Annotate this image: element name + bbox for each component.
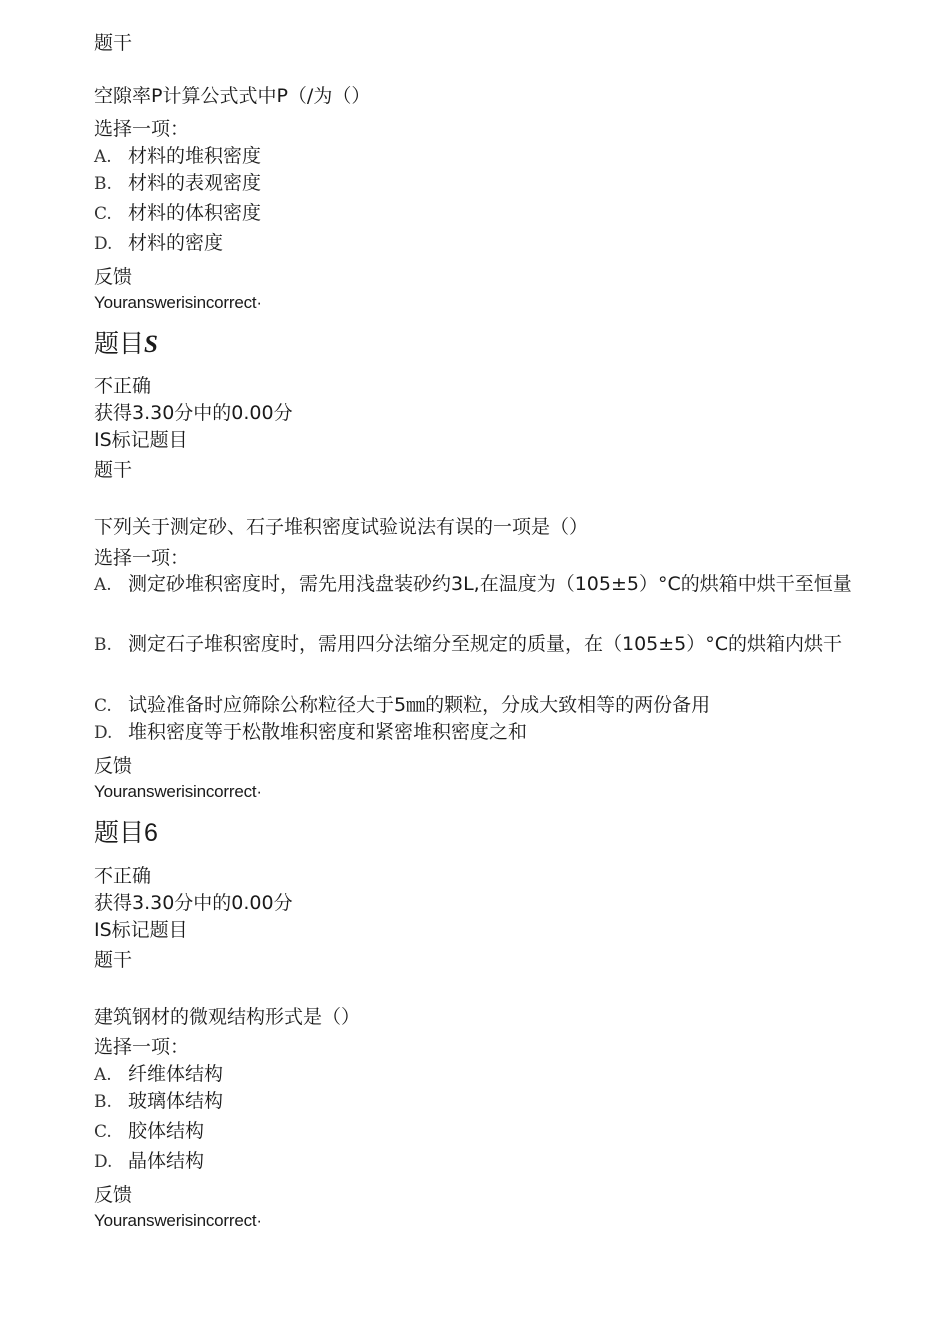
option-letter: A. bbox=[94, 575, 112, 595]
question-text: 下列关于测定砂、石子堆积密度试验说法有误的一项是（） bbox=[94, 516, 589, 538]
choose-label: 选择一项： bbox=[94, 1036, 190, 1058]
option-text: 材料的密度 bbox=[128, 232, 224, 254]
feedback-text: Youranswerisincorrect· bbox=[94, 782, 262, 801]
feedback-label: 反馈 bbox=[94, 1184, 133, 1206]
question-text: 建筑钢材的微观结构形式是（） bbox=[94, 1006, 361, 1028]
feedback-label: 反馈 bbox=[94, 266, 133, 288]
option-text: 玻璃体结构 bbox=[128, 1090, 224, 1112]
option-letter: C. bbox=[94, 204, 112, 224]
score-text: 获得3.30分中的0.00分 bbox=[94, 402, 293, 424]
feedback-text: Youranswerisincorrect· bbox=[94, 293, 262, 312]
option-text: 晶体结构 bbox=[128, 1150, 205, 1172]
question-text: 空隙率P计算公式式中P（/为（） bbox=[94, 85, 371, 107]
option-a[interactable] bbox=[94, 1062, 223, 1087]
option-d[interactable] bbox=[94, 231, 223, 256]
option-c[interactable] bbox=[94, 1119, 204, 1144]
choose-label: 选择一项： bbox=[94, 547, 190, 569]
flag-question-link[interactable]: IS标记题目 bbox=[94, 429, 188, 451]
option-text: 测定石子堆积密度时，需用四分法缩分至规定的质量，在（105±5）°C的烘箱内烘干 bbox=[128, 633, 843, 655]
option-d[interactable] bbox=[94, 720, 527, 745]
question-title: 题目 bbox=[94, 329, 145, 358]
option-letter: D. bbox=[94, 1152, 113, 1172]
stem-label: 题干 bbox=[94, 32, 133, 54]
status-text: 不正确 bbox=[94, 375, 152, 397]
question-heading bbox=[94, 328, 158, 361]
option-text: 试验准备时应筛除公称粒径大于5㎜的颗粒，分成大致相等的两份备用 bbox=[128, 694, 711, 716]
score-text: 获得3.30分中的0.00分 bbox=[94, 892, 293, 914]
option-letter: B. bbox=[94, 1092, 112, 1112]
question-heading bbox=[94, 817, 158, 849]
option-text: 材料的堆积密度 bbox=[128, 145, 262, 167]
question-title: 题目 bbox=[94, 818, 145, 847]
option-b[interactable] bbox=[94, 629, 854, 660]
option-c[interactable] bbox=[94, 693, 710, 718]
feedback-label: 反馈 bbox=[94, 755, 133, 777]
option-letter: A. bbox=[94, 147, 112, 167]
option-b[interactable] bbox=[94, 171, 261, 196]
option-d[interactable] bbox=[94, 1149, 204, 1174]
status-text: 不正确 bbox=[94, 865, 152, 887]
option-letter: A. bbox=[94, 1065, 112, 1085]
question-number: 6 bbox=[144, 819, 158, 847]
option-letter: D. bbox=[94, 723, 113, 743]
option-b[interactable] bbox=[94, 1089, 223, 1114]
option-letter: C. bbox=[94, 1122, 112, 1142]
option-letter: C. bbox=[94, 696, 112, 716]
question-number: S bbox=[144, 331, 158, 358]
option-letter: B. bbox=[94, 635, 112, 655]
flag-question-link[interactable]: IS标记题目 bbox=[94, 919, 188, 941]
stem-label: 题干 bbox=[94, 949, 133, 971]
choose-label: 选择一项： bbox=[94, 118, 190, 140]
option-text: 测定砂堆积密度时，需先用浅盘装砂约3L,在温度为（105±5）°C的烘箱中烘干至恒量 bbox=[128, 573, 852, 595]
option-text: 材料的体积密度 bbox=[128, 202, 262, 224]
option-a[interactable] bbox=[94, 144, 261, 169]
option-text: 材料的表观密度 bbox=[128, 172, 262, 194]
option-a[interactable] bbox=[94, 569, 854, 600]
option-letter: B. bbox=[94, 174, 112, 194]
option-text: 堆积密度等于松散堆积密度和紧密堆积密度之和 bbox=[128, 721, 528, 743]
feedback-text: Youranswerisincorrect· bbox=[94, 1211, 262, 1230]
option-text: 胶体结构 bbox=[128, 1120, 205, 1142]
option-letter: D. bbox=[94, 234, 113, 254]
option-text: 纤维体结构 bbox=[128, 1063, 224, 1085]
option-c[interactable] bbox=[94, 201, 261, 226]
stem-label: 题干 bbox=[94, 459, 133, 481]
